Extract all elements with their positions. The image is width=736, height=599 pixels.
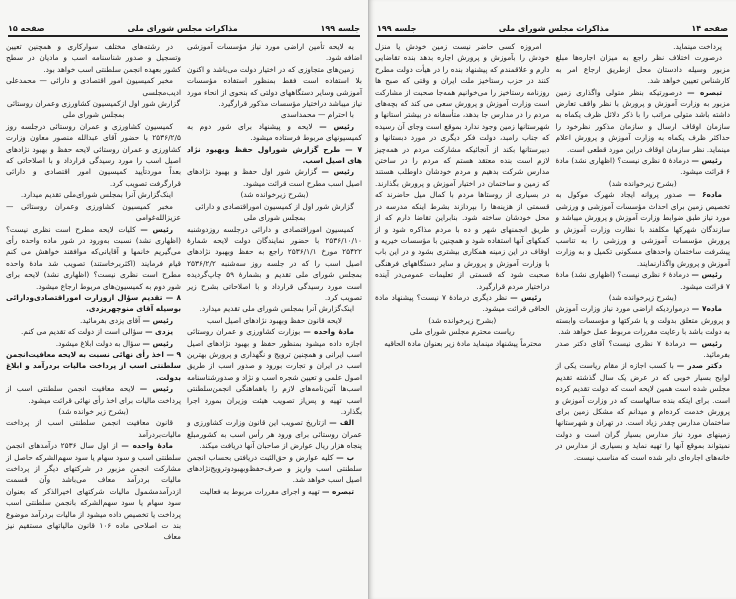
paragraph: [556, 189, 731, 269]
paragraph-text: درمادهٔ ۶ نظری نیست؟ (اظهاری نشد) مادهٔ ۷ قرائت میشود.: [555, 270, 730, 291]
speaker-label: ماده۷ —: [691, 304, 722, 314]
paragraph-text: قانون معافیت انجمن سلطنتی اسب از پرداخت مالیات‌بردرآمد: [6, 418, 181, 439]
speaker-label: تبصره —: [322, 486, 354, 496]
speaker-label: الف —: [329, 418, 354, 428]
speaker-label: رئیس —: [142, 338, 173, 348]
centered-caption: [187, 189, 362, 200]
paragraph: [187, 417, 362, 451]
paragraph: [6, 440, 181, 543]
column-right: [556, 41, 731, 463]
paragraph-text: لایحه معافیت انجمن سلطنتی اسب از پرداخت مالیات برای اخذ رأی نهائی قرائت میشود.: [6, 384, 181, 405]
paragraph: [6, 75, 181, 98]
paragraph-text: اینک‌گزارش آنرا بمجلس شورای‌ملی تقدیم میدارد.: [20, 190, 173, 200]
column-left: [375, 41, 550, 463]
speaker-label: رئیس —: [689, 338, 722, 348]
paragraph: [6, 224, 181, 292]
publication-title: مذاکرات مجلس شورای ملی: [498, 24, 610, 33]
page-number: صفحه ۱۴: [691, 24, 728, 33]
paragraph-text: سؤال به دولت ابلاغ میشود.: [55, 338, 143, 348]
paragraph-text: با احترام — محمداسدی: [280, 110, 354, 120]
paragraph: [556, 360, 731, 463]
paragraph-text: درمواردیکه اراضی مورد نیاز وزارت آموزش و پرورش متعلق بدولت و یا شرکتها و مؤسسات وابسته به دولت باشد با رعایت مقررات مربوط عمل خواهد شد.: [555, 304, 730, 337]
paragraph: [6, 383, 181, 406]
paragraph-text: لایحه و پیشنهاد برای شور دوم به کمیسیونهای مربوط فرستاده میشود.: [187, 121, 362, 143]
paragraph-text: مخبر کمیسیون امور اقتصادی و دارائی — محمدعلی ادیب‌مجلسی: [6, 76, 181, 97]
paragraph-text: (بشرح زیرخوانده شد): [608, 178, 677, 188]
page-columns: [375, 41, 730, 463]
paragraph: [556, 338, 731, 361]
speaker-label: رئیس —: [142, 315, 173, 325]
paragraph: [187, 303, 362, 314]
paragraph: [187, 121, 362, 144]
speaker-label: رئیس —: [319, 121, 354, 131]
paragraph-text: کلیات لایحه مطرح است نظری نیست؟ (اظهاری نشد) نسبت به‌ورود در شور ماده واحده رأی می‌گیریم خانمها و آقایانی‌که موافقند خواهش می کنم قیام فرمایند (اکثربرخاستند) تصویب شد مادهٔ واحده مطرح است نظری نیست؟ (اظهاری نشد) لایحه برای شور دوم به کمیسیون‌های مربوط ارجاع میشود.: [6, 224, 181, 291]
centered-caption: [375, 315, 550, 326]
paragraph-text: از اول سال ۲۵۳۶ درآمدهای انجمن سلطنتی اسب و سود سهام یا سود سهم‌الشرکه حاصل از مشارکت انجمن مزبور در شرکتهای دیگر از پرداخت مالیات بردرآمد معاف می‌باشد وآن قسمت ازدرآمدمشمول مالیات شرکتهای اخیرالذکر که بعنوان سود سهام یا سود سهم‌الشرکه بانجمن سلطنتی اسب پرداخت یا تخصیص داده میشود از مالیات بردرآمد موضوع بند ت اصلاحی ماده ۱۰۶ قانون مالیاتهای مستقیم نیز معاف: [6, 441, 181, 542]
paragraph: [6, 417, 181, 440]
speaker-label: ب —: [336, 452, 355, 462]
paragraph-text: (بشرح زیرخوانده شد): [608, 292, 677, 302]
session-number: جلسه ۱۹۹: [377, 24, 417, 33]
speaker-label: رئیس —: [139, 384, 173, 394]
paragraph: [6, 121, 181, 189]
paragraph-text: درصورت اختلاف نظر راجع به میزان اجاره‌ها مبلغ مزبور وسیله دادستان محل ازطریق ارجاع امر به کارشناس تعیین خواهد شد.: [555, 53, 730, 86]
paragraph: [187, 166, 362, 189]
paragraph-text: درمادهٔ ۵ نظری نیست؟ (اظهاری نشد) مادهٔ ۶ قرائت میشود.: [555, 156, 730, 177]
paragraph-text: گزارش شور اول حفظ و بهبود نژادهای اصیل اسب مطرح است قرائت میشود.: [187, 167, 362, 188]
paragraph: [187, 326, 362, 417]
paragraph: [375, 292, 550, 315]
centered-caption: [187, 315, 362, 326]
paragraph: [187, 109, 362, 120]
paragraph: [375, 41, 550, 292]
paragraph-text: (بشرح زیرخوانده شد): [240, 190, 309, 200]
paragraph-text: ازتاریخ تصویب این قانون وزارت کشاورزی و عمران روستائی برای ورود هر رأس اسب به کشورمبلغ پنجاه هزار ریال عوارض از صاحبان آنها دریافت میکند.: [187, 418, 362, 451]
paragraph: [6, 201, 181, 224]
paragraph-text: (بشرح زیر خوانده شد): [58, 407, 129, 416]
paragraph: [556, 87, 731, 155]
paragraph-text: کمیسیون کشاورزی و عمران روستائی درجلسه روز ۲۵۳۶/۲/۵ با حضور آقای عبدالله منصور معاون وزارت کشاورزی و عمران روستائی لایحه حفظ و بهبود نژادهای اصیل اسب را مورد رسیدگی قرارداد و با اصلاحاتی که بعداً موردتأیید کمیسیون امور اقتصادی و دارائی قرارگرفت تصویب کرد.: [6, 121, 181, 188]
paragraph-text: زمین‌های متجاوزی که در اختیار دولت می‌باشد و اکنون بلا استفاده است فقط بمنظور استفاده مؤسسات آموزشی وسایر دستگاههای دولتی که بنحوی از انحاء مورد نیاز میباشد دراختیار مؤسسات مذکور قرارگیرد.: [187, 64, 362, 109]
paragraph-text: گزارش شور اول از کمیسیون اموراقتصادی و دارائی بمجلس شورای ملی: [195, 201, 354, 223]
centered-caption: [375, 326, 550, 337]
paragraph: [187, 486, 362, 497]
agenda-heading: [6, 349, 181, 383]
paragraph: [556, 52, 731, 86]
page-columns: [6, 41, 362, 543]
paragraph-text: تهیه و اجرای مقررات مربوط به فعالیت: [199, 486, 322, 496]
centered-caption: [6, 98, 181, 121]
speaker-label: مادهٔ واحده —: [303, 327, 354, 337]
paragraph-text: لایحه قانون حفظ وبهبود نژادهای اصیل اسب: [207, 315, 342, 325]
paragraph-text: (بشرح زیرخوانده شد): [428, 315, 497, 325]
paragraph: [556, 269, 731, 292]
page-14: [368, 0, 736, 599]
session-number: جلسه ۱۹۹: [320, 24, 360, 33]
paragraph: [556, 303, 731, 337]
centered-caption: [187, 201, 362, 224]
speaker-label: رئیس —: [140, 224, 173, 234]
paragraph-text: اینک‌گزارش آنرا بمجلس شورای ملی تقدیم میدارد.: [199, 304, 354, 314]
paragraph-text: کمیسیون اموراقتصادی و دارائی درجلسه روزدوشنبه ۲۵۳۶/۱۰/۱۰ با حضور نمایندگان دولت لایحه شمارهٔ ۲۵۴۲۲ مورخ ۲۵۳۶/۱/۱ راجع به حفظ وبهبود نژادهای اصیل اسب را که در جلسه روز سه‌شنبه ۲۵۳۶/۲/۲ بمجلس شورای ملی تقدیم و بشمارهٔ ۵۹ چاپ‌گردیده است مورد رسیدگی قرارداد و با اصلاحاتی بشرح زیر تصویب کرد.: [187, 224, 362, 302]
paragraph-text: ۹ — اخذ رأی نهائی نسبت به لایحه معافیت‌انجمن سلطنتی اسب از پرداخت مالیات بردرآمد و ابلاغ بدولت.: [6, 349, 181, 382]
paragraph-text: سؤالی است از دولت که تقدیم می کنم.: [21, 327, 146, 337]
centered-caption: [6, 406, 181, 417]
paragraph-text: در رشته‌های مختلف سوارکاری و همچنین تعیین وتسجیل و صدور شناسنامه اسب و مادیان در سطح کشور بعهده انجمن سلطنتی اسب خواهد بود.: [6, 42, 181, 74]
paragraph-text: درصورتیکه بنظر متولی واگذاری زمین مزبور به وزارت آموزش و پرورش با نظر واقف تعارض داشته باشد متولی مراتب را با ذکر دلائل ظرف یکماه به سازمان اوقاف ارسال و سازمان مذکور نظرخود را حداکثر ظرف یکماه به وزارت آموزش و پرورش اعلام مینماید. نظر سازمان اوقاف دراین مورد قطعی است.: [555, 87, 730, 154]
column-right: [187, 41, 362, 543]
paragraph: [187, 64, 362, 110]
paragraph: [6, 338, 181, 349]
paragraph-text: به لایحه تأمین اراضی مورد نیاز مؤسسات آموزشی اضافه شود.: [187, 42, 362, 63]
centered-caption: [556, 292, 731, 303]
paragraph: [187, 41, 362, 64]
paragraph-text: پرداخت مینماید.: [673, 42, 722, 51]
agenda-heading: [187, 144, 362, 167]
paragraph-text: با کسب اجازه از مقام ریاست یکی از لوایح بسیار خوبی که در عرض یک سال گذشته تقدیم مجلس شده است همین لایحه است که دولت تقدیم کرده است. برای اینکه بنده سالهاست که در وزارت آموزش و پرورش خدمت کرده‌ام و میدانم که مشکل زمین برای ساختمان مدارس چقدر زیاد است. در تهران و شهرستانها زمینهای مورد نیاز مدارس بسیار گران است و دولت نمیتواند بموقع آنها را تهیه نماید و بسیاری از مدارس در خانه‌های اجاره‌ای دایر شده است که مناسب نیست.: [555, 361, 730, 462]
speaker-label: تبصره —: [687, 87, 722, 97]
speaker-label: ماده۶ —: [688, 190, 722, 200]
speaker-label: رئیس —: [691, 156, 722, 166]
speaker-label: مادهٔ واحده —: [121, 441, 173, 451]
paragraph: [187, 224, 362, 304]
paragraph: [556, 155, 731, 178]
paragraph: [6, 189, 181, 200]
paragraph: [556, 41, 731, 52]
column-left: [6, 41, 181, 543]
speaker-label: رئیس —: [321, 167, 354, 177]
paragraph-text: بوزارت کشاورزی و عمران روستائی اجازه داده میشود بمنظور حفظ و بهبود نژادهای اصیل اسب ایرانی و همچنین ترویج و نگهداری و پرورش بهترین اسب در ایران و تجارت بورود و صدور اسب از طریق اصول علمی و تعیین شجره اسب و نژاد و صدورشناسنامه اسب‌ها آئین‌نامه‌های لازم را باهماهنگی انجمن‌سلطنتی اسب تهیه و پس‌از تصویب هیئت وزیران بمورد اجرا بگذارد.: [187, 327, 362, 416]
speaker-label: رئیس —: [691, 270, 722, 280]
paragraph-text: ۸ — تقدیم سؤال ازوزارت اموراقتصادی‌ودارائی بوسیله آقای منوچهریزدی.: [6, 292, 181, 314]
page-header: [377, 22, 728, 37]
paragraph-text: مخبر کمیسیون کشاورزی وعمران روستائی — عزیزالله‌غوامی: [6, 201, 181, 223]
agenda-heading: [6, 292, 181, 315]
paragraph-text: محترماً پیشنهاد مینماید مادهٔ زیر بعنوان مادة الحاقیه: [384, 338, 542, 348]
paragraph-text: کلیه عوارض و حق‌الثبت دریافتی بحساب انجمن سلطنتی اسب واریز و صرف‌حفظ‌وبهبود‌وترویج‌نژادهای اصیل اسب خواهد شد.: [187, 452, 362, 485]
paragraph: [375, 338, 550, 349]
paragraph-text: صدور پروانه ایجاد شهرک موکول به تخصیص زمین برای احداث مؤسسات آموزشی و ورزشی مورد نیاز طبق ضوابط وزارت آموزش و پرورش میباشد و سازندگان شهرکها مکلفند با نظارت وزارت آموزش و پرورش مؤسسات آموزشی و ورزشی را به تناسب پیشرفت ساختمان واحدهای مسکونی تکمیل و به وزارت آموزش و پرورش واگذارنمایند.: [555, 190, 730, 268]
speaker-label: رئیس —: [510, 292, 542, 302]
paragraph: [6, 326, 181, 337]
paragraph-text: گزارش شور اول ازکمیسیون کشاورزی وعمران روستائی بمجلس شورای ملی: [6, 99, 181, 120]
paragraph: [6, 315, 181, 326]
paragraph: [187, 452, 362, 486]
paragraph-text: ریاست محترم مجلس شورای ملی: [409, 327, 515, 337]
centered-caption: [556, 178, 731, 189]
speaker-label: دکتر صدر —: [676, 361, 722, 371]
page-number: صفحه ۱۵: [8, 24, 45, 33]
page-header: [8, 22, 360, 37]
paragraph-text: آقای یزدی بفرمائید.: [80, 315, 143, 325]
paragraph-text: امروزه کسی حاضر نیست زمین خودش یا منزل خودش را بآموزش و پرورش اجاره بدهد بنده تقاضایی دارم و علاقمندم که پیشنهاد بنده را در هیأت دولت مطرح کنند در حزب رستاخیز ملت ایران و وقتی که صبح ها روزنامه رستاخیز را می‌خوانیم همه‌جا صحبت از مشارکت است وزارت آموزش و پرورش سعی می کند که بچه‌های مردم را در مدارس جا بدهد، متأسفانه در بیشتر استانها و شهرستانها زمین وجود ندارد بموقع است وجای آن رسیده که جناب رامبد، دولت فکر دیگری در مورد دبستانها و دبیرستانها بکند از آنجائیکه مشارکت مردم در همه‌چیز لازم است بنده معتقد هستم که مردم را در ساختن مدارس شرکت بدهیم و مردم خودشان داوطلب هستند که زمین و ساختمان در اختیار آموزش و پرورش بگذارند. در بسیاری از روستاها مردم با کمال میل حاضرند که قسمتی از هزینه‌ها را بپردازند بشرط اینکه مدرسه در محل خودشان ساخته شود. بنابراین تقاضا دارم که از طریق انجمنهای شهر و ده با مردم مذاکره شود و از کمکهای آنها استفاده شود و همچنین با مؤسسات خیریه و اوقاف در این زمینه همکاری بیشتری بشود و در این باب با وزارت آموزش و پرورش و سایر دستگاههای فرهنگی صحبت شود که قسمتی از تعلیمات عمومی‌در آینده دراختیار مردم قرارگیرد.: [375, 42, 550, 291]
paragraph-text: درمادهٔ ۷ نظری نیست؟ آقای دکتر صدر بفرمائید.: [555, 338, 730, 359]
paragraph-text: نظر دیگری درمادهٔ ۷ نیست؟ پیشنهاد مادة الحاقی قرائت میشود.: [375, 292, 550, 314]
publication-title: مذاکرات مجلس شورای ملی: [127, 24, 238, 33]
paragraph: [6, 41, 181, 75]
speaker-label: یزدی —: [145, 327, 173, 337]
paragraph-text: ۷ — طرح گزارش شوراول حفظ وبهبود نژاد های اصیل اسب.: [187, 144, 362, 166]
